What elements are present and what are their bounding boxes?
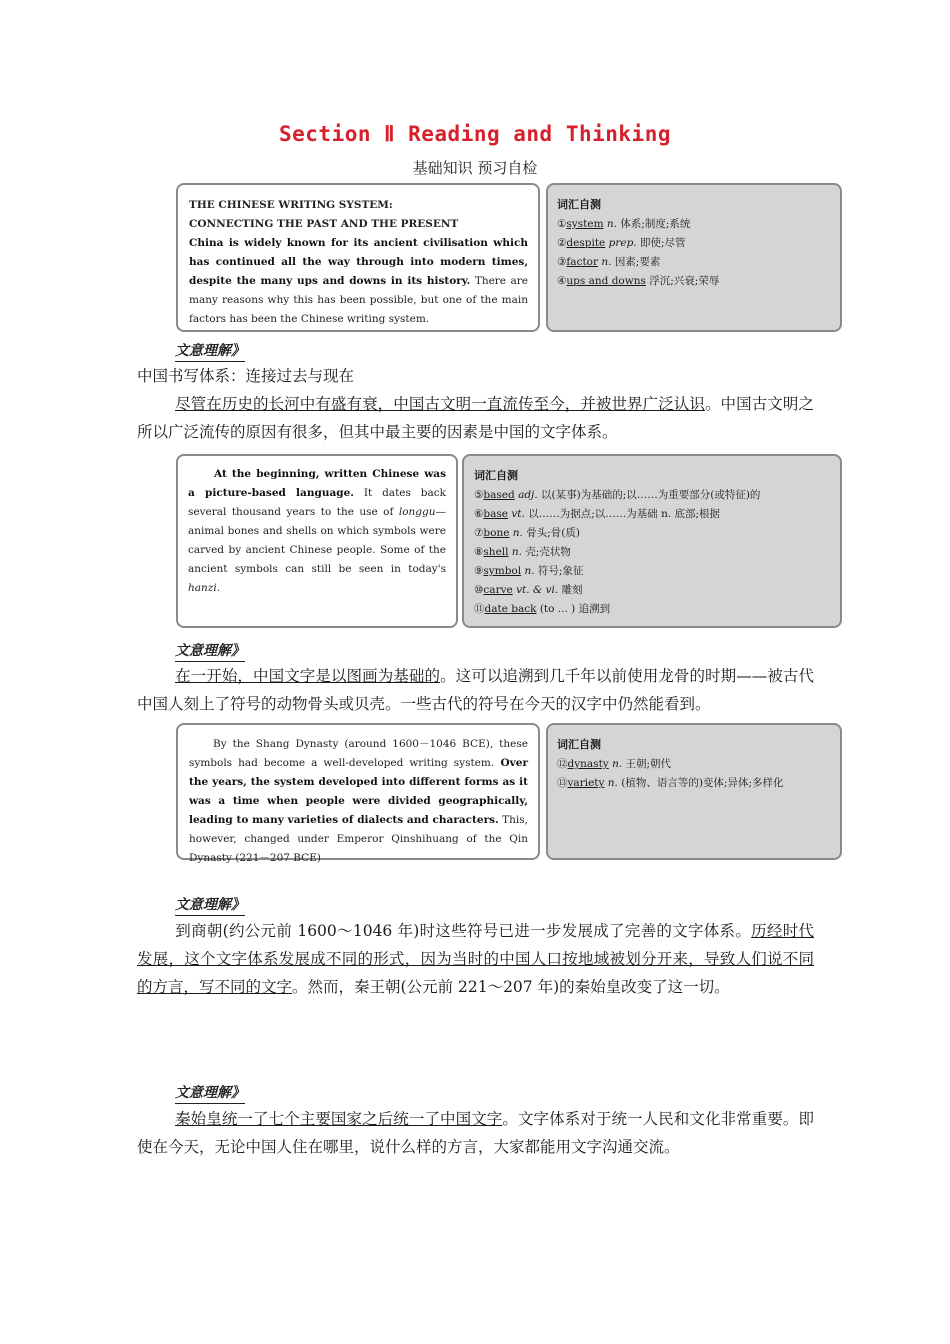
vocab-item — [474, 505, 830, 524]
vocab-pos: vt. & vi. — [516, 584, 559, 596]
comprehension-heading: 文意理解》 — [175, 894, 245, 916]
vocab-definition: 即使;尽管 — [639, 237, 686, 249]
translation-text: 。然而，秦王朝(公元前 221～207 年)的秦始皇改变了这一切。 — [292, 978, 730, 996]
comprehension-heading: 文意理解》 — [175, 1082, 245, 1104]
vocab-box-2 — [462, 454, 842, 628]
vocab-number: ④ — [557, 275, 567, 287]
vocab-definition: 浮沉;兴衰;荣辱 — [649, 275, 720, 287]
passage-normal-text: It dates back several thousand years to the use of — [188, 487, 446, 518]
passage-normal-text: This, however, changed under Emperor Qinshihuang of the Qin Dynasty (221－207 BCE) — [189, 814, 528, 864]
vocab-definition: 以(某事)为基础的;以……为重要部分(或特征)的 — [541, 489, 761, 501]
vocab-definition: 雕刻 — [561, 584, 583, 596]
passage-title-line2: CONNECTING THE PAST AND THE PRESENT — [189, 218, 459, 230]
vocab-word: base — [483, 508, 509, 520]
vocab-title: 词汇自测 — [474, 469, 518, 482]
vocab-pos: n. — [601, 256, 612, 268]
vocab-pos: n. — [511, 546, 522, 558]
vocab-item — [474, 486, 830, 505]
vocab-number: ⑪ — [474, 603, 485, 615]
vocab-title: 词汇自测 — [557, 738, 601, 751]
vocab-word: ups and downs — [566, 275, 646, 287]
vocab-definition: 体系;制度;系统 — [620, 218, 691, 230]
english-passage-2 — [176, 454, 458, 628]
comprehension-heading: 文意理解》 — [175, 640, 245, 662]
passage-text — [189, 234, 528, 329]
vocab-number: ⑤ — [474, 489, 484, 501]
key-sentence: 历经时代发展，这个文字体系发展成不同的形式，因为当时的中国人口按地域被划分开来，导致人们说不同的方言，写不同的文字 — [137, 922, 814, 996]
vocab-word: shell — [483, 546, 509, 558]
vocab-pos: prep. — [608, 237, 637, 249]
vocab-box-3 — [546, 723, 842, 860]
vocab-word: carve — [483, 584, 513, 596]
vocab-word: system — [566, 218, 604, 230]
vocab-definition: (植物、语言等的)变体;异体;多样化 — [621, 777, 784, 789]
vocab-number: ⑥ — [474, 508, 484, 520]
vocab-number: ⑧ — [474, 546, 484, 558]
vocab-pos: n. — [607, 777, 618, 789]
vocab-word: based — [483, 489, 515, 501]
section-title: Section Ⅱ Reading and Thinking — [279, 122, 671, 146]
vocab-item — [474, 524, 830, 543]
vocab-number: ② — [557, 237, 567, 249]
translation-text: 。这可以追溯到几千年以前使用龙骨的时期——被古代中国人刻上了符号的动物骨头或贝壳。一些古代的符号在今天的汉字中仍然能看到。 — [137, 667, 814, 713]
vocab-pos: adj. — [518, 489, 538, 501]
vocab-pos: n. — [524, 565, 535, 577]
vocab-box-1 — [546, 183, 842, 332]
vocab-number: ③ — [557, 256, 567, 268]
key-sentence: 在一开始，中国文字是以图画为基础的 — [175, 667, 441, 685]
passage-title-line1: THE CHINESE WRITING SYSTEM: — [189, 199, 393, 211]
vocab-definition: 骨头;骨(质) — [526, 527, 580, 539]
vocab-definition: 以……为据点;以……为基础 n. 底部;根据 — [528, 508, 721, 520]
vocab-item — [474, 543, 830, 562]
vocab-item — [474, 562, 830, 581]
vocab-definition: 壳;壳状物 — [525, 546, 571, 558]
vocab-word: dynasty — [567, 758, 609, 770]
vocab-item — [557, 774, 830, 793]
vocab-item — [557, 253, 830, 272]
vocab-list — [474, 486, 830, 619]
vocab-item — [557, 215, 830, 234]
vocab-definition: (to ... ) 追溯到 — [539, 603, 611, 615]
vocab-pos: n. — [612, 758, 623, 770]
vocab-word: symbol — [483, 565, 522, 577]
passage-normal-text: There are many reasons why this has been possible, but one of the main factors has been the Chinese writing system. — [189, 275, 528, 325]
passage-text — [189, 735, 528, 868]
vocab-item — [557, 234, 830, 253]
vocab-number: ⑫ — [557, 758, 568, 770]
english-passage-3 — [176, 723, 540, 864]
vocab-word: factor — [566, 256, 599, 268]
passage-italic-text: hanzi — [188, 582, 217, 594]
chinese-title: 中国书写体系：连接过去与现在 — [137, 367, 355, 385]
passage-normal-text: . — [216, 582, 221, 594]
vocab-number: ⑬ — [557, 777, 568, 789]
vocab-number: ⑦ — [474, 527, 484, 539]
passage-normal-text: —animal bones and shells on which symbols were carved by ancient Chinese people. Some of the ancient symbols can still be seen in today's — [188, 506, 446, 575]
vocab-word: despite — [566, 237, 606, 249]
vocab-title: 词汇自测 — [557, 198, 601, 211]
passage-bold-text: At the beginning, written Chinese was a picture-based language. — [188, 468, 446, 499]
chinese-translation-4 — [137, 1105, 814, 1161]
chinese-translation-1 — [137, 390, 814, 446]
comprehension-heading: 文意理解》 — [175, 340, 245, 362]
passage-bold-text: China is widely known for its ancient civilisation which has continued all the way through into modern times, despite the many ups and downs in its history. — [189, 237, 528, 287]
translation-text: 。文字体系对于统一人民和文化非常重要。即使在今天，无论中国人住在哪里，说什么样的方言，大家都能用文字沟通交流。 — [137, 1110, 814, 1156]
chinese-translation-3 — [137, 917, 814, 1001]
passage-text — [188, 465, 446, 598]
english-passage-1 — [176, 183, 540, 332]
vocab-number: ① — [557, 218, 567, 230]
vocab-item — [474, 600, 830, 619]
passage-bold-text: Over the years, the system developed into different forms as it was a time when people were divided geographically, leading to many varieties of dialects and characters. — [189, 757, 528, 826]
key-sentence: 尽管在历史的长河中有盛有衰，中国古文明一直流传至今，并被世界广泛认识 — [175, 395, 705, 413]
vocab-definition: 因素;要素 — [614, 256, 661, 268]
vocab-definition: 符号;象征 — [537, 565, 584, 577]
translation-text: 到商朝(约公元前 1600～1046 年)时这些符号已进一步发展成了完善的文字体系。 — [175, 922, 752, 940]
vocab-pos: n. — [512, 527, 523, 539]
vocab-number: ⑨ — [474, 565, 484, 577]
vocab-item — [474, 581, 830, 600]
translation-text: 。中国古文明之所以广泛流传的原因有很多，但其中最主要的因素是中国的文字体系。 — [137, 395, 814, 441]
vocab-item — [557, 272, 830, 291]
vocab-word: variety — [567, 777, 605, 789]
vocab-word: bone — [483, 527, 510, 539]
vocab-number: ⑩ — [474, 584, 484, 596]
section-subtitle: 基础知识 预习自检 — [412, 159, 538, 177]
passage-normal-text: By the Shang Dynasty (around 1600－1046 BCE), these symbols had become a well-developed writing system. — [189, 738, 528, 769]
key-sentence: 秦始皇统一了七个主要国家之后统一了中国文字 — [175, 1110, 503, 1128]
vocab-list — [557, 215, 830, 291]
vocab-word: date back — [484, 603, 537, 615]
chinese-translation-2 — [137, 662, 814, 718]
vocab-definition: 王朝;朝代 — [625, 758, 672, 770]
vocab-list — [557, 755, 830, 793]
vocab-pos: n. — [606, 218, 617, 230]
vocab-item — [557, 755, 830, 774]
passage-italic-text: longgu — [398, 506, 436, 518]
vocab-pos: vt. — [511, 508, 525, 520]
